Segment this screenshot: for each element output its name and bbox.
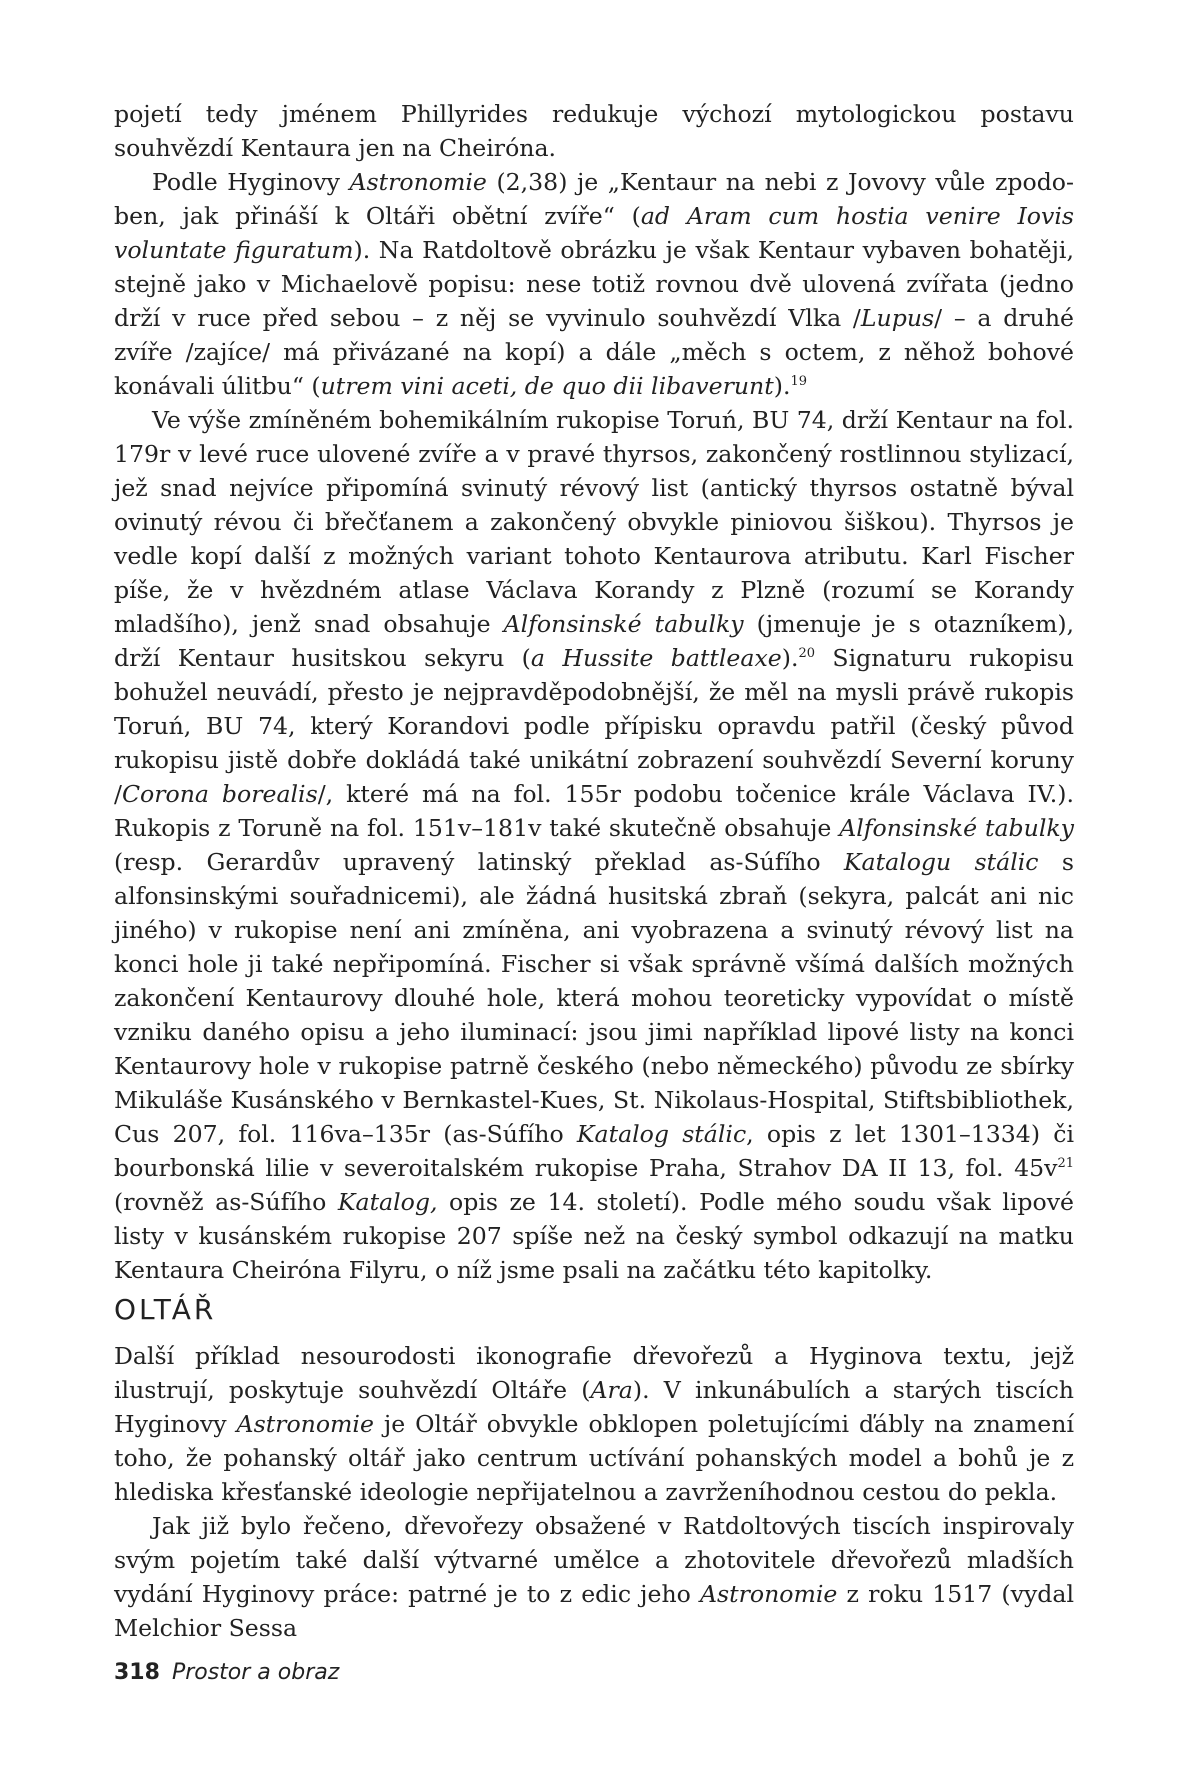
paragraph-5: Jak již bylo řečeno, dřevořezy obsažené v Ratdoltových tiscích inspirovaly svým pojetím také další výtvarné umělce a zhotovitele dřevořezů mladších vydání Hyginovy práce: patrné je to z edic jeho Astronomie z roku 1517 (vydal Melchior Sessa xyxy=(114,1512,1074,1642)
running-title: Prostor a obraz xyxy=(171,1660,340,1685)
footnote-ref-21: 21 xyxy=(1057,1156,1074,1171)
paragraph-1: pojetí tedy jménem Phillyrides redukuje výchozí mytologickou postavu souhvězdí Kentaura jen na Cheiróna. xyxy=(114,100,1074,162)
body-text-section-2 xyxy=(114,1339,1074,1645)
page-footer xyxy=(114,1660,339,1685)
section-heading: OLTÁŘ xyxy=(114,1293,217,1327)
body-text-section-1 xyxy=(114,97,1074,1287)
footnote-ref-19: 19 xyxy=(790,374,808,389)
page-number: 318 xyxy=(114,1660,160,1685)
paragraph-4: Další příklad nesourodosti ikonografie dřevořezů a Hyginova textu, jejž ilustrují, poskytuje souhvězdí Oltáře (Ara). V inkunábulích a starých tiscích Hyginovy Astronomie je Oltář obvykle obklopen poletujícími ďábly na znamení toho, že pohanský oltář jako centrum uctívání pohanských model a bohů je z hlediska křesťanské ideologie nepřijatelnou a zavrženíhodnou cestou do pekla. xyxy=(114,1342,1074,1506)
paragraph-2: Podle Hyginovy Astronomie (2,38) je „Kentaur na nebi z Jovovy vůle zpodoben, jak přináší k Oltáři obětní zvíře“ (ad Aram cum hostia venire Iovis voluntate figuratum). Na Ratdoltově obrázku je však Kentaur vybaven bohatěji, stejně jako v Michaelově popisu: nese totiž rovnou dvě ulovená zvířata (jedno drží v ruce před sebou – z něj se vyvinulo souhvězdí Vlka /Lupus/ – a druhé zvíře /zajíce/ má přivázané na kopí) a dále „měch s octem, z něhož bohové konávali úlitbu“ (utrem vini aceti, de quo dii libaverunt).$^{19}$ xyxy=(114,168,1074,400)
paragraph-3: Ve výše zmíněném bohemikálním rukopise Toruń, BU 74, drží Kentaur na fol. 179r v levé ruce ulovené zvíře a v pravé thyrsos, zakončený rostlinnou stylizací, jež snad nejvíce připomíná svinutý révový list (antický thyrsos ostatně býval ovinutý révou či břečťanem a zakončený obvykle piniovou šiškou). Thyrsos je vedle kopí další z možných variant tohoto Kentaurova atributu. Karl Fischer píše, že v hvězdném atlase Václava Korandy z Plzně (rozumí se Korandy mladšího), jenž snad obsahuje Alfonsinské tabulky (jmenuje je s otazníkem), drží Kentaur husitskou sekyru (a Hussite battleaxe).$^{20}$ Signaturu rukopisu bohužel neuvádí, přesto je nejpravděpodobnější, že měl na mysli právě rukopis Toruń, BU 74, který Korandovi podle přípisku opravdu patřil (český původ rukopisu jistě dobře dokládá také unikátní zobrazení souhvězdí Severní koruny /Corona borealis/, které má na fol. 155r podobu točenice krále Václava IV.). Rukopis z Toruně na fol. 151v–181v také skutečně obsahuje Alfonsinské tabulky (resp. Gerardův upravený latinský překlad as-Súfího Katalogu stálic s alfonsinskými souřadnicemi), ale žádná husitská zbraň (sekyra, palcát ani nic jiného) v rukopise není ani zmíněna, ani vyobrazena a svinutý révový list na konci hole ji také nepřipomíná. Fischer si však správně všímá dalších možných zakončení Kentaurovy dlouhé hole, která mohou teoreticky vypovídat o místě vzniku daného opisu a jeho iluminací: jsou jimi například lipové listy na konci Kentaurovy hole v rukopise patrně českého (nebo německého) původu ze sbírky Mikuláše Kusánského v Bernkastel-Kues, St. Nikolaus-Hospital, Stiftsbibliothek, Cus 207, fol. 116va–135r (as-Súfího Katalog stálic, opis z let 1301–1334) či bourbonská lilie v severoitalském rukopise Praha, Strahov DA II 13, fol. 45v$^{21}$ (rovněž as-Súfího Katalog, opis ze 14. století). Podle mého soudu však lipové listy v kusánském rukopise 207 spíše než na český symbol odkazují na matku Kentaura Cheiróna Filyru, o níž jsme psali na začátku této kapitolky. xyxy=(114,406,1075,1284)
footnote-ref-20: 20 xyxy=(798,646,815,661)
